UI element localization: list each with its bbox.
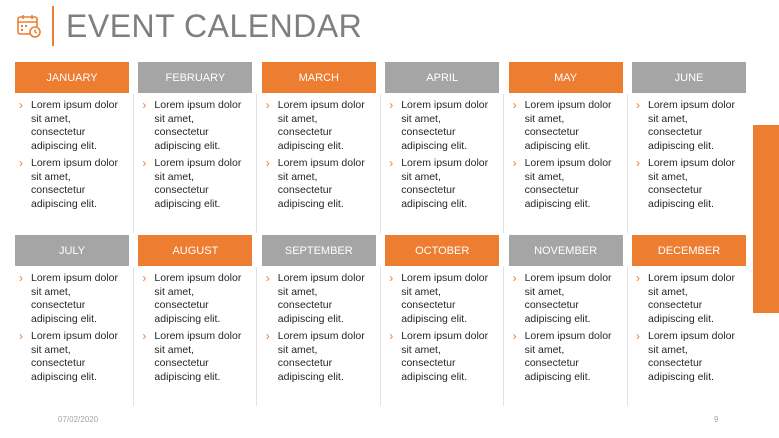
slide-header	[14, 6, 362, 46]
event-text: Lorem ipsum dolor sit amet, consectetur adipiscing elit.	[154, 272, 242, 325]
month-header: JULY	[15, 235, 129, 266]
chevron-right-icon: ›	[19, 98, 23, 112]
accent-bar	[753, 125, 779, 313]
list-item	[15, 330, 129, 384]
list-item	[632, 157, 746, 211]
footer-date: 07/02/2020	[58, 415, 99, 424]
month-column	[15, 62, 129, 235]
list-item	[262, 157, 376, 211]
event-text: Lorem ipsum dolor sit amet, consectetur adipiscing elit.	[277, 272, 365, 325]
calendar-row	[15, 235, 746, 408]
event-list	[262, 93, 376, 211]
calendar-row	[15, 62, 746, 235]
list-item	[15, 99, 129, 153]
chevron-right-icon: ›	[636, 271, 640, 285]
calendar-clock-icon	[14, 11, 44, 41]
month-column	[262, 62, 376, 235]
event-text: Lorem ipsum dolor sit amet, consectetur adipiscing elit.	[648, 272, 735, 325]
month-column	[385, 235, 499, 408]
month-column	[15, 235, 129, 408]
chevron-right-icon: ›	[512, 98, 517, 112]
chevron-right-icon: ›	[389, 271, 394, 285]
chevron-right-icon: ›	[142, 98, 147, 112]
chevron-right-icon: ›	[636, 156, 640, 170]
chevron-right-icon: ›	[142, 271, 147, 285]
event-list	[15, 93, 129, 211]
list-item	[509, 157, 623, 211]
month-column	[509, 62, 623, 235]
page-number: 9	[714, 415, 719, 424]
list-item	[632, 99, 746, 153]
chevron-right-icon: ›	[389, 329, 394, 343]
month-header: DECEMBER	[632, 235, 746, 266]
header-divider	[52, 6, 54, 46]
month-header: AUGUST	[138, 235, 252, 266]
event-text: Lorem ipsum dolor sit amet, consectetur adipiscing elit.	[154, 99, 242, 152]
month-header: OCTOBER	[385, 235, 499, 266]
month-column	[632, 235, 746, 408]
list-item	[632, 272, 746, 326]
chevron-right-icon: ›	[265, 98, 270, 112]
list-item	[262, 330, 376, 384]
chevron-right-icon: ›	[389, 98, 394, 112]
event-list	[509, 266, 623, 384]
month-column	[138, 62, 252, 235]
chevron-right-icon: ›	[265, 271, 270, 285]
chevron-right-icon: ›	[389, 156, 394, 170]
event-text: Lorem ipsum dolor sit amet, consectetur adipiscing elit.	[401, 330, 489, 383]
event-text: Lorem ipsum dolor sit amet, consectetur adipiscing elit.	[524, 157, 612, 210]
month-header: APRIL	[385, 62, 499, 93]
chevron-right-icon: ›	[19, 156, 23, 170]
month-header: MAY	[509, 62, 623, 93]
chevron-right-icon: ›	[19, 329, 23, 343]
list-item	[262, 99, 376, 153]
chevron-right-icon: ›	[512, 156, 517, 170]
event-text: Lorem ipsum dolor sit amet, consectetur adipiscing elit.	[31, 157, 118, 210]
list-item	[385, 99, 499, 153]
chevron-right-icon: ›	[265, 329, 270, 343]
month-column	[262, 235, 376, 408]
list-item	[632, 330, 746, 384]
month-header: JANUARY	[15, 62, 129, 93]
month-header: MARCH	[262, 62, 376, 93]
event-text: Lorem ipsum dolor sit amet, consectetur adipiscing elit.	[31, 99, 118, 152]
chevron-right-icon: ›	[636, 329, 640, 343]
month-column	[385, 62, 499, 235]
calendar-grid	[15, 62, 746, 408]
list-item	[15, 157, 129, 211]
list-item	[138, 272, 252, 326]
event-text: Lorem ipsum dolor sit amet, consectetur adipiscing elit.	[648, 157, 735, 210]
event-text: Lorem ipsum dolor sit amet, consectetur adipiscing elit.	[524, 330, 612, 383]
event-list	[632, 266, 746, 384]
event-list	[138, 266, 252, 384]
event-text: Lorem ipsum dolor sit amet, consectetur adipiscing elit.	[648, 330, 735, 383]
list-item	[138, 99, 252, 153]
month-header: JUNE	[632, 62, 746, 93]
list-item	[509, 330, 623, 384]
event-text: Lorem ipsum dolor sit amet, consectetur adipiscing elit.	[154, 157, 242, 210]
month-column	[138, 235, 252, 408]
month-column	[509, 235, 623, 408]
event-text: Lorem ipsum dolor sit amet, consectetur adipiscing elit.	[524, 99, 612, 152]
event-text: Lorem ipsum dolor sit amet, consectetur adipiscing elit.	[277, 157, 365, 210]
event-list	[385, 266, 499, 384]
month-header: NOVEMBER	[509, 235, 623, 266]
chevron-right-icon: ›	[142, 329, 147, 343]
chevron-right-icon: ›	[19, 271, 23, 285]
event-text: Lorem ipsum dolor sit amet, consectetur adipiscing elit.	[31, 330, 118, 383]
month-header: FEBRUARY	[138, 62, 252, 93]
list-item	[138, 330, 252, 384]
event-text: Lorem ipsum dolor sit amet, consectetur adipiscing elit.	[277, 99, 365, 152]
list-item	[385, 272, 499, 326]
list-item	[262, 272, 376, 326]
list-item	[385, 330, 499, 384]
event-text: Lorem ipsum dolor sit amet, consectetur adipiscing elit.	[524, 272, 612, 325]
chevron-right-icon: ›	[142, 156, 147, 170]
event-text: Lorem ipsum dolor sit amet, consectetur adipiscing elit.	[401, 157, 489, 210]
event-text: Lorem ipsum dolor sit amet, consectetur adipiscing elit.	[401, 99, 489, 152]
list-item	[509, 272, 623, 326]
list-item	[509, 99, 623, 153]
month-column	[632, 62, 746, 235]
page-title: EVENT CALENDAR	[66, 7, 363, 44]
list-item	[138, 157, 252, 211]
list-item	[15, 272, 129, 326]
chevron-right-icon: ›	[512, 271, 517, 285]
event-list	[262, 266, 376, 384]
event-text: Lorem ipsum dolor sit amet, consectetur adipiscing elit.	[31, 272, 118, 325]
event-list	[385, 93, 499, 211]
event-text: Lorem ipsum dolor sit amet, consectetur adipiscing elit.	[401, 272, 489, 325]
event-text: Lorem ipsum dolor sit amet, consectetur adipiscing elit.	[277, 330, 365, 383]
month-header: SEPTEMBER	[262, 235, 376, 266]
event-list	[632, 93, 746, 211]
chevron-right-icon: ›	[636, 98, 640, 112]
chevron-right-icon: ›	[512, 329, 517, 343]
event-list	[15, 266, 129, 384]
list-item	[385, 157, 499, 211]
event-text: Lorem ipsum dolor sit amet, consectetur adipiscing elit.	[154, 330, 242, 383]
event-list	[509, 93, 623, 211]
event-text: Lorem ipsum dolor sit amet, consectetur adipiscing elit.	[648, 99, 735, 152]
chevron-right-icon: ›	[265, 156, 270, 170]
event-list	[138, 93, 252, 211]
